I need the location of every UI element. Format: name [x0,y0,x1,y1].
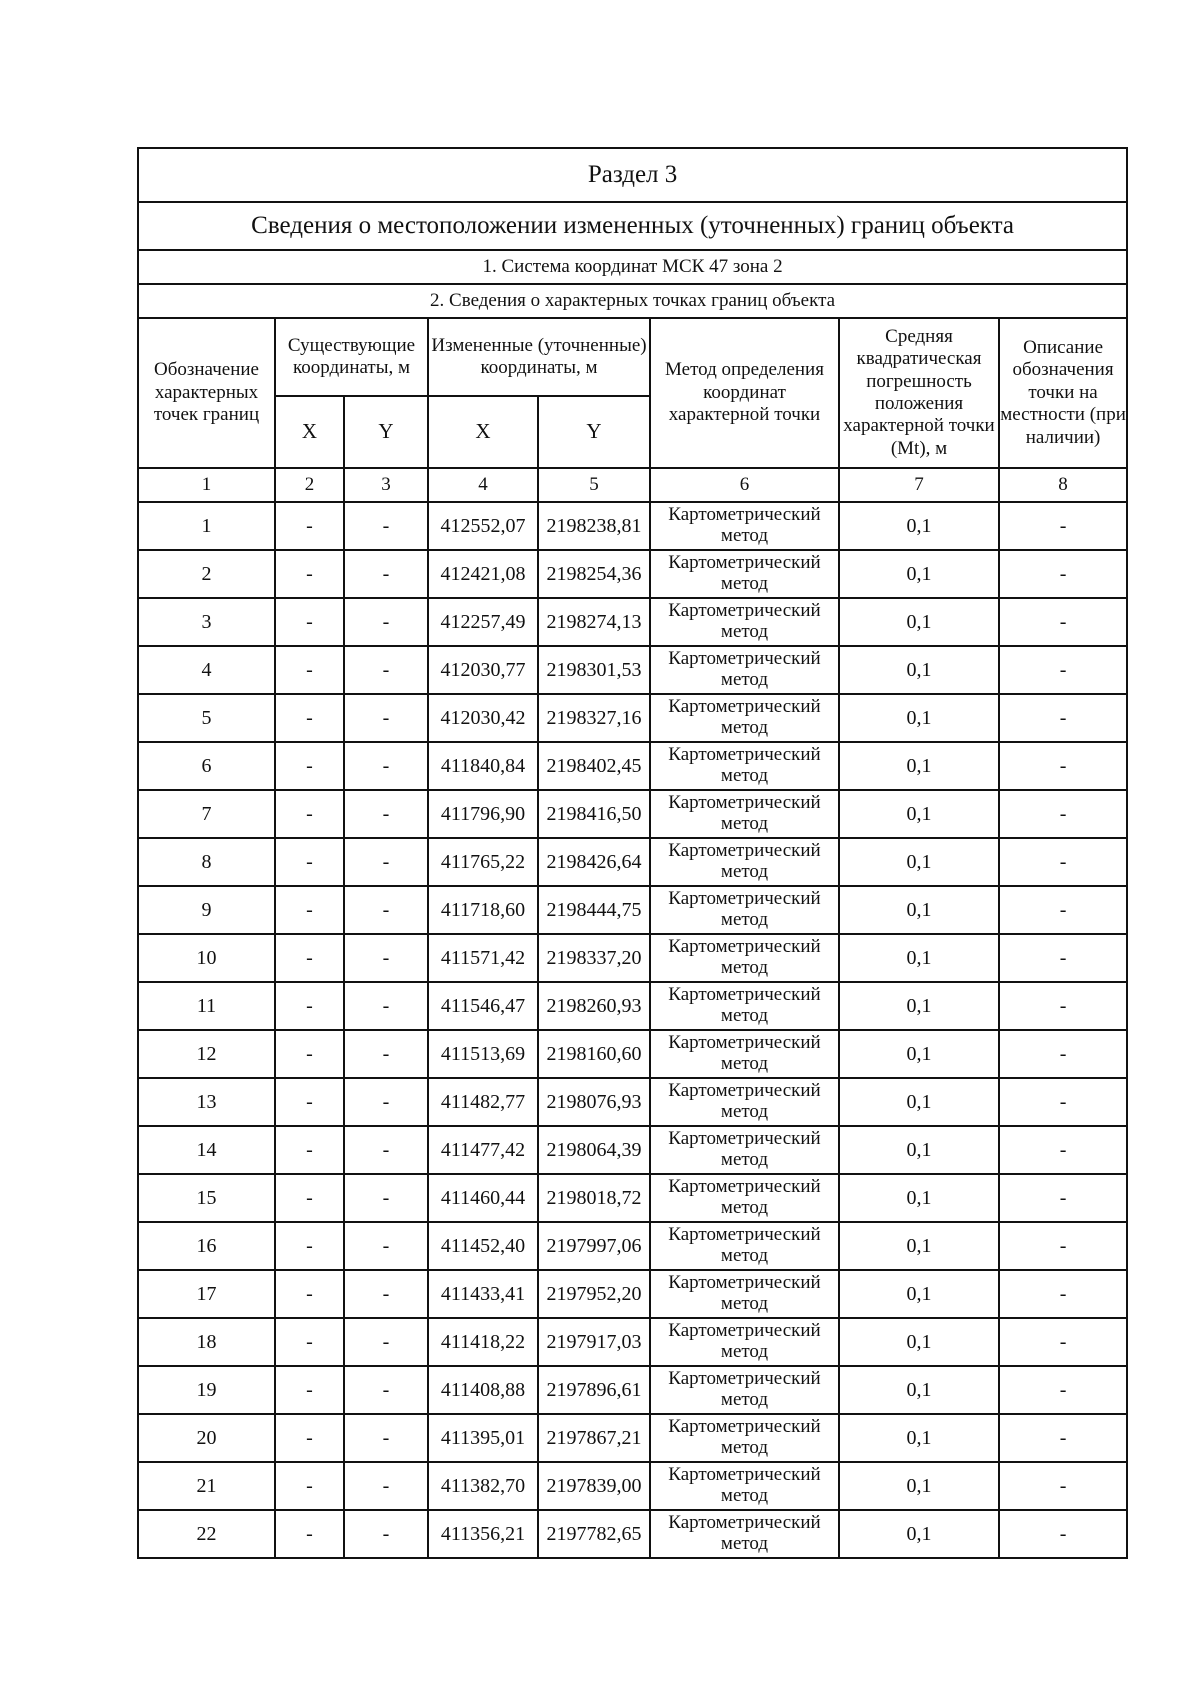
method-cell: Картометрический метод [650,1510,839,1558]
changed-y-cell: 2198076,93 [538,1078,650,1126]
changed-y-cell: 2197839,00 [538,1462,650,1510]
existing-x-cell: - [275,1462,344,1510]
mean-error-cell: 0,1 [839,934,999,982]
mean-error-cell: 0,1 [839,886,999,934]
existing-y-cell: - [344,694,428,742]
method-cell: Картометрический метод [650,694,839,742]
table-row [138,742,1127,790]
method-cell: Картометрический метод [650,1414,839,1462]
changed-y-cell: 2197917,03 [538,1318,650,1366]
table-row [138,694,1127,742]
mean-error-cell: 0,1 [839,1270,999,1318]
point-number-cell: 7 [138,790,275,838]
mean-error-cell: 0,1 [839,742,999,790]
mean-error-cell: 0,1 [839,982,999,1030]
description-cell: - [999,1318,1127,1366]
changed-x-cell: 411408,88 [428,1366,538,1414]
header-method: Метод определения координат характерной точки [650,318,839,468]
method-cell: Картометрический метод [650,1270,839,1318]
method-cell: Картометрический метод [650,838,839,886]
column-number: 3 [344,468,428,502]
header-existing-coordinates: Существующие координаты, м [275,318,428,396]
method-cell: Картометрический метод [650,598,839,646]
point-number-cell: 15 [138,1174,275,1222]
description-cell: - [999,1078,1127,1126]
existing-x-cell: - [275,1366,344,1414]
changed-x-cell: 411571,42 [428,934,538,982]
changed-y-cell: 2197896,61 [538,1366,650,1414]
point-number-cell: 9 [138,886,275,934]
method-cell: Картометрический метод [650,1030,839,1078]
point-number-cell: 1 [138,502,275,550]
table-row [138,1222,1127,1270]
changed-x-cell: 411382,70 [428,1462,538,1510]
header-existing-x: X [275,396,344,468]
changed-y-cell: 2198018,72 [538,1174,650,1222]
point-number-cell: 20 [138,1414,275,1462]
existing-x-cell: - [275,1222,344,1270]
document-page [137,147,1126,1559]
changed-x-cell: 411546,47 [428,982,538,1030]
header-existing-y: Y [344,396,428,468]
changed-y-cell: 2198274,13 [538,598,650,646]
point-number-cell: 5 [138,694,275,742]
changed-x-cell: 411477,42 [428,1126,538,1174]
existing-x-cell: - [275,982,344,1030]
changed-y-cell: 2198402,45 [538,742,650,790]
changed-y-cell: 2198064,39 [538,1126,650,1174]
point-number-cell: 13 [138,1078,275,1126]
description-cell: - [999,1510,1127,1558]
method-cell: Картометрический метод [650,502,839,550]
header-description: Описание обозначения точки на местности (при наличии) [999,318,1127,468]
mean-error-cell: 0,1 [839,502,999,550]
description-cell: - [999,1462,1127,1510]
mean-error-cell: 0,1 [839,1414,999,1462]
table-row [138,1126,1127,1174]
table-row [138,1414,1127,1462]
mean-error-cell: 0,1 [839,838,999,886]
existing-x-cell: - [275,886,344,934]
existing-x-cell: - [275,838,344,886]
table-row [138,1270,1127,1318]
column-number: 7 [839,468,999,502]
existing-y-cell: - [344,1318,428,1366]
table-row [138,838,1127,886]
header-mean-error: Средняя квадратическая погрешность положения характерной точки (Mt), м [839,318,999,468]
mean-error-cell: 0,1 [839,1366,999,1414]
changed-y-cell: 2198416,50 [538,790,650,838]
existing-y-cell: - [344,1462,428,1510]
table-row [138,1366,1127,1414]
point-number-cell: 22 [138,1510,275,1558]
existing-y-cell: - [344,790,428,838]
changed-x-cell: 411482,77 [428,1078,538,1126]
changed-y-cell: 2197997,06 [538,1222,650,1270]
point-number-cell: 18 [138,1318,275,1366]
mean-error-cell: 0,1 [839,646,999,694]
description-cell: - [999,1174,1127,1222]
description-cell: - [999,838,1127,886]
existing-y-cell: - [344,982,428,1030]
mean-error-cell: 0,1 [839,1510,999,1558]
changed-y-cell: 2197867,21 [538,1414,650,1462]
table-row [138,1174,1127,1222]
column-number: 8 [999,468,1127,502]
method-cell: Картометрический метод [650,886,839,934]
section-title: Раздел 3 [138,148,1127,202]
point-number-cell: 8 [138,838,275,886]
changed-x-cell: 412030,42 [428,694,538,742]
changed-y-cell: 2198160,60 [538,1030,650,1078]
method-cell: Картометрический метод [650,742,839,790]
changed-x-cell: 412257,49 [428,598,538,646]
existing-x-cell: - [275,598,344,646]
table-row [138,1318,1127,1366]
existing-x-cell: - [275,694,344,742]
description-cell: - [999,742,1127,790]
method-cell: Картометрический метод [650,790,839,838]
method-cell: Картометрический метод [650,934,839,982]
method-cell: Картометрический метод [650,1078,839,1126]
table-row [138,1510,1127,1558]
table-row [138,934,1127,982]
description-cell: - [999,502,1127,550]
method-cell: Картометрический метод [650,982,839,1030]
existing-x-cell: - [275,934,344,982]
changed-y-cell: 2198238,81 [538,502,650,550]
coordinate-system-line: 1. Система координат МСК 47 зона 2 [138,250,1127,284]
method-cell: Картометрический метод [650,550,839,598]
changed-x-cell: 411513,69 [428,1030,538,1078]
existing-x-cell: - [275,1126,344,1174]
mean-error-cell: 0,1 [839,550,999,598]
changed-y-cell: 2198426,64 [538,838,650,886]
table-row [138,790,1127,838]
existing-y-cell: - [344,1414,428,1462]
changed-y-cell: 2198444,75 [538,886,650,934]
existing-y-cell: - [344,646,428,694]
existing-y-cell: - [344,1126,428,1174]
column-number: 5 [538,468,650,502]
existing-x-cell: - [275,1030,344,1078]
mean-error-cell: 0,1 [839,598,999,646]
changed-y-cell: 2197952,20 [538,1270,650,1318]
method-cell: Картометрический метод [650,1126,839,1174]
point-number-cell: 17 [138,1270,275,1318]
table-row [138,886,1127,934]
existing-x-cell: - [275,1414,344,1462]
changed-x-cell: 411418,22 [428,1318,538,1366]
existing-x-cell: - [275,646,344,694]
method-cell: Картометрический метод [650,1174,839,1222]
mean-error-cell: 0,1 [839,1174,999,1222]
table-row [138,646,1127,694]
description-cell: - [999,694,1127,742]
changed-x-cell: 412030,77 [428,646,538,694]
description-cell: - [999,1222,1127,1270]
point-number-cell: 21 [138,1462,275,1510]
mean-error-cell: 0,1 [839,694,999,742]
changed-y-cell: 2198254,36 [538,550,650,598]
mean-error-cell: 0,1 [839,1462,999,1510]
header-changed-x: X [428,396,538,468]
changed-y-cell: 2197782,65 [538,1510,650,1558]
changed-x-cell: 412421,08 [428,550,538,598]
method-cell: Картометрический метод [650,646,839,694]
mean-error-cell: 0,1 [839,1318,999,1366]
existing-y-cell: - [344,1174,428,1222]
description-cell: - [999,550,1127,598]
description-cell: - [999,886,1127,934]
mean-error-cell: 0,1 [839,1222,999,1270]
existing-y-cell: - [344,1270,428,1318]
table-row [138,1078,1127,1126]
existing-y-cell: - [344,1222,428,1270]
mean-error-cell: 0,1 [839,1126,999,1174]
changed-x-cell: 411840,84 [428,742,538,790]
method-cell: Картометрический метод [650,1222,839,1270]
description-cell: - [999,646,1127,694]
table-row [138,1462,1127,1510]
existing-y-cell: - [344,934,428,982]
changed-y-cell: 2198260,93 [538,982,650,1030]
existing-x-cell: - [275,550,344,598]
column-number: 6 [650,468,839,502]
existing-y-cell: - [344,838,428,886]
changed-x-cell: 411765,22 [428,838,538,886]
description-cell: - [999,1030,1127,1078]
method-cell: Картометрический метод [650,1366,839,1414]
description-cell: - [999,1126,1127,1174]
table-row [138,502,1127,550]
table-row [138,550,1127,598]
existing-x-cell: - [275,1510,344,1558]
existing-y-cell: - [344,742,428,790]
description-cell: - [999,934,1127,982]
existing-y-cell: - [344,1078,428,1126]
existing-y-cell: - [344,1030,428,1078]
point-number-cell: 10 [138,934,275,982]
changed-y-cell: 2198337,20 [538,934,650,982]
point-number-cell: 4 [138,646,275,694]
points-section-line: 2. Сведения о характерных точках границ объекта [138,284,1127,318]
point-number-cell: 6 [138,742,275,790]
table-row [138,982,1127,1030]
existing-y-cell: - [344,502,428,550]
existing-y-cell: - [344,550,428,598]
description-cell: - [999,1414,1127,1462]
method-cell: Картометрический метод [650,1462,839,1510]
column-number: 4 [428,468,538,502]
column-number: 1 [138,468,275,502]
changed-x-cell: 411718,60 [428,886,538,934]
description-cell: - [999,982,1127,1030]
existing-x-cell: - [275,1174,344,1222]
changed-x-cell: 411460,44 [428,1174,538,1222]
header-changed-y: Y [538,396,650,468]
description-cell: - [999,598,1127,646]
point-number-cell: 3 [138,598,275,646]
header-changed-coordinates: Измененные (уточненные) координаты, м [428,318,650,396]
existing-y-cell: - [344,886,428,934]
point-number-cell: 14 [138,1126,275,1174]
header-point-designation: Обозначение характерных точек границ [138,318,275,468]
changed-y-cell: 2198327,16 [538,694,650,742]
point-number-cell: 11 [138,982,275,1030]
point-number-cell: 2 [138,550,275,598]
mean-error-cell: 0,1 [839,1078,999,1126]
description-cell: - [999,1270,1127,1318]
mean-error-cell: 0,1 [839,790,999,838]
description-cell: - [999,790,1127,838]
existing-x-cell: - [275,502,344,550]
column-numbers-row [138,468,1127,502]
existing-x-cell: - [275,1270,344,1318]
point-number-cell: 12 [138,1030,275,1078]
changed-x-cell: 411356,21 [428,1510,538,1558]
changed-x-cell: 411796,90 [428,790,538,838]
existing-x-cell: - [275,790,344,838]
changed-x-cell: 411395,01 [428,1414,538,1462]
description-cell: - [999,1366,1127,1414]
existing-y-cell: - [344,1510,428,1558]
table-row [138,1030,1127,1078]
boundary-points-table [137,147,1128,1559]
existing-x-cell: - [275,1078,344,1126]
point-number-cell: 16 [138,1222,275,1270]
table-row [138,598,1127,646]
mean-error-cell: 0,1 [839,1030,999,1078]
changed-x-cell: 411452,40 [428,1222,538,1270]
point-number-cell: 19 [138,1366,275,1414]
existing-x-cell: - [275,1318,344,1366]
changed-y-cell: 2198301,53 [538,646,650,694]
column-number: 2 [275,468,344,502]
existing-x-cell: - [275,742,344,790]
main-title: Сведения о местоположении измененных (уточненных) границ объекта [138,202,1127,250]
changed-x-cell: 412552,07 [428,502,538,550]
method-cell: Картометрический метод [650,1318,839,1366]
existing-y-cell: - [344,1366,428,1414]
existing-y-cell: - [344,598,428,646]
changed-x-cell: 411433,41 [428,1270,538,1318]
